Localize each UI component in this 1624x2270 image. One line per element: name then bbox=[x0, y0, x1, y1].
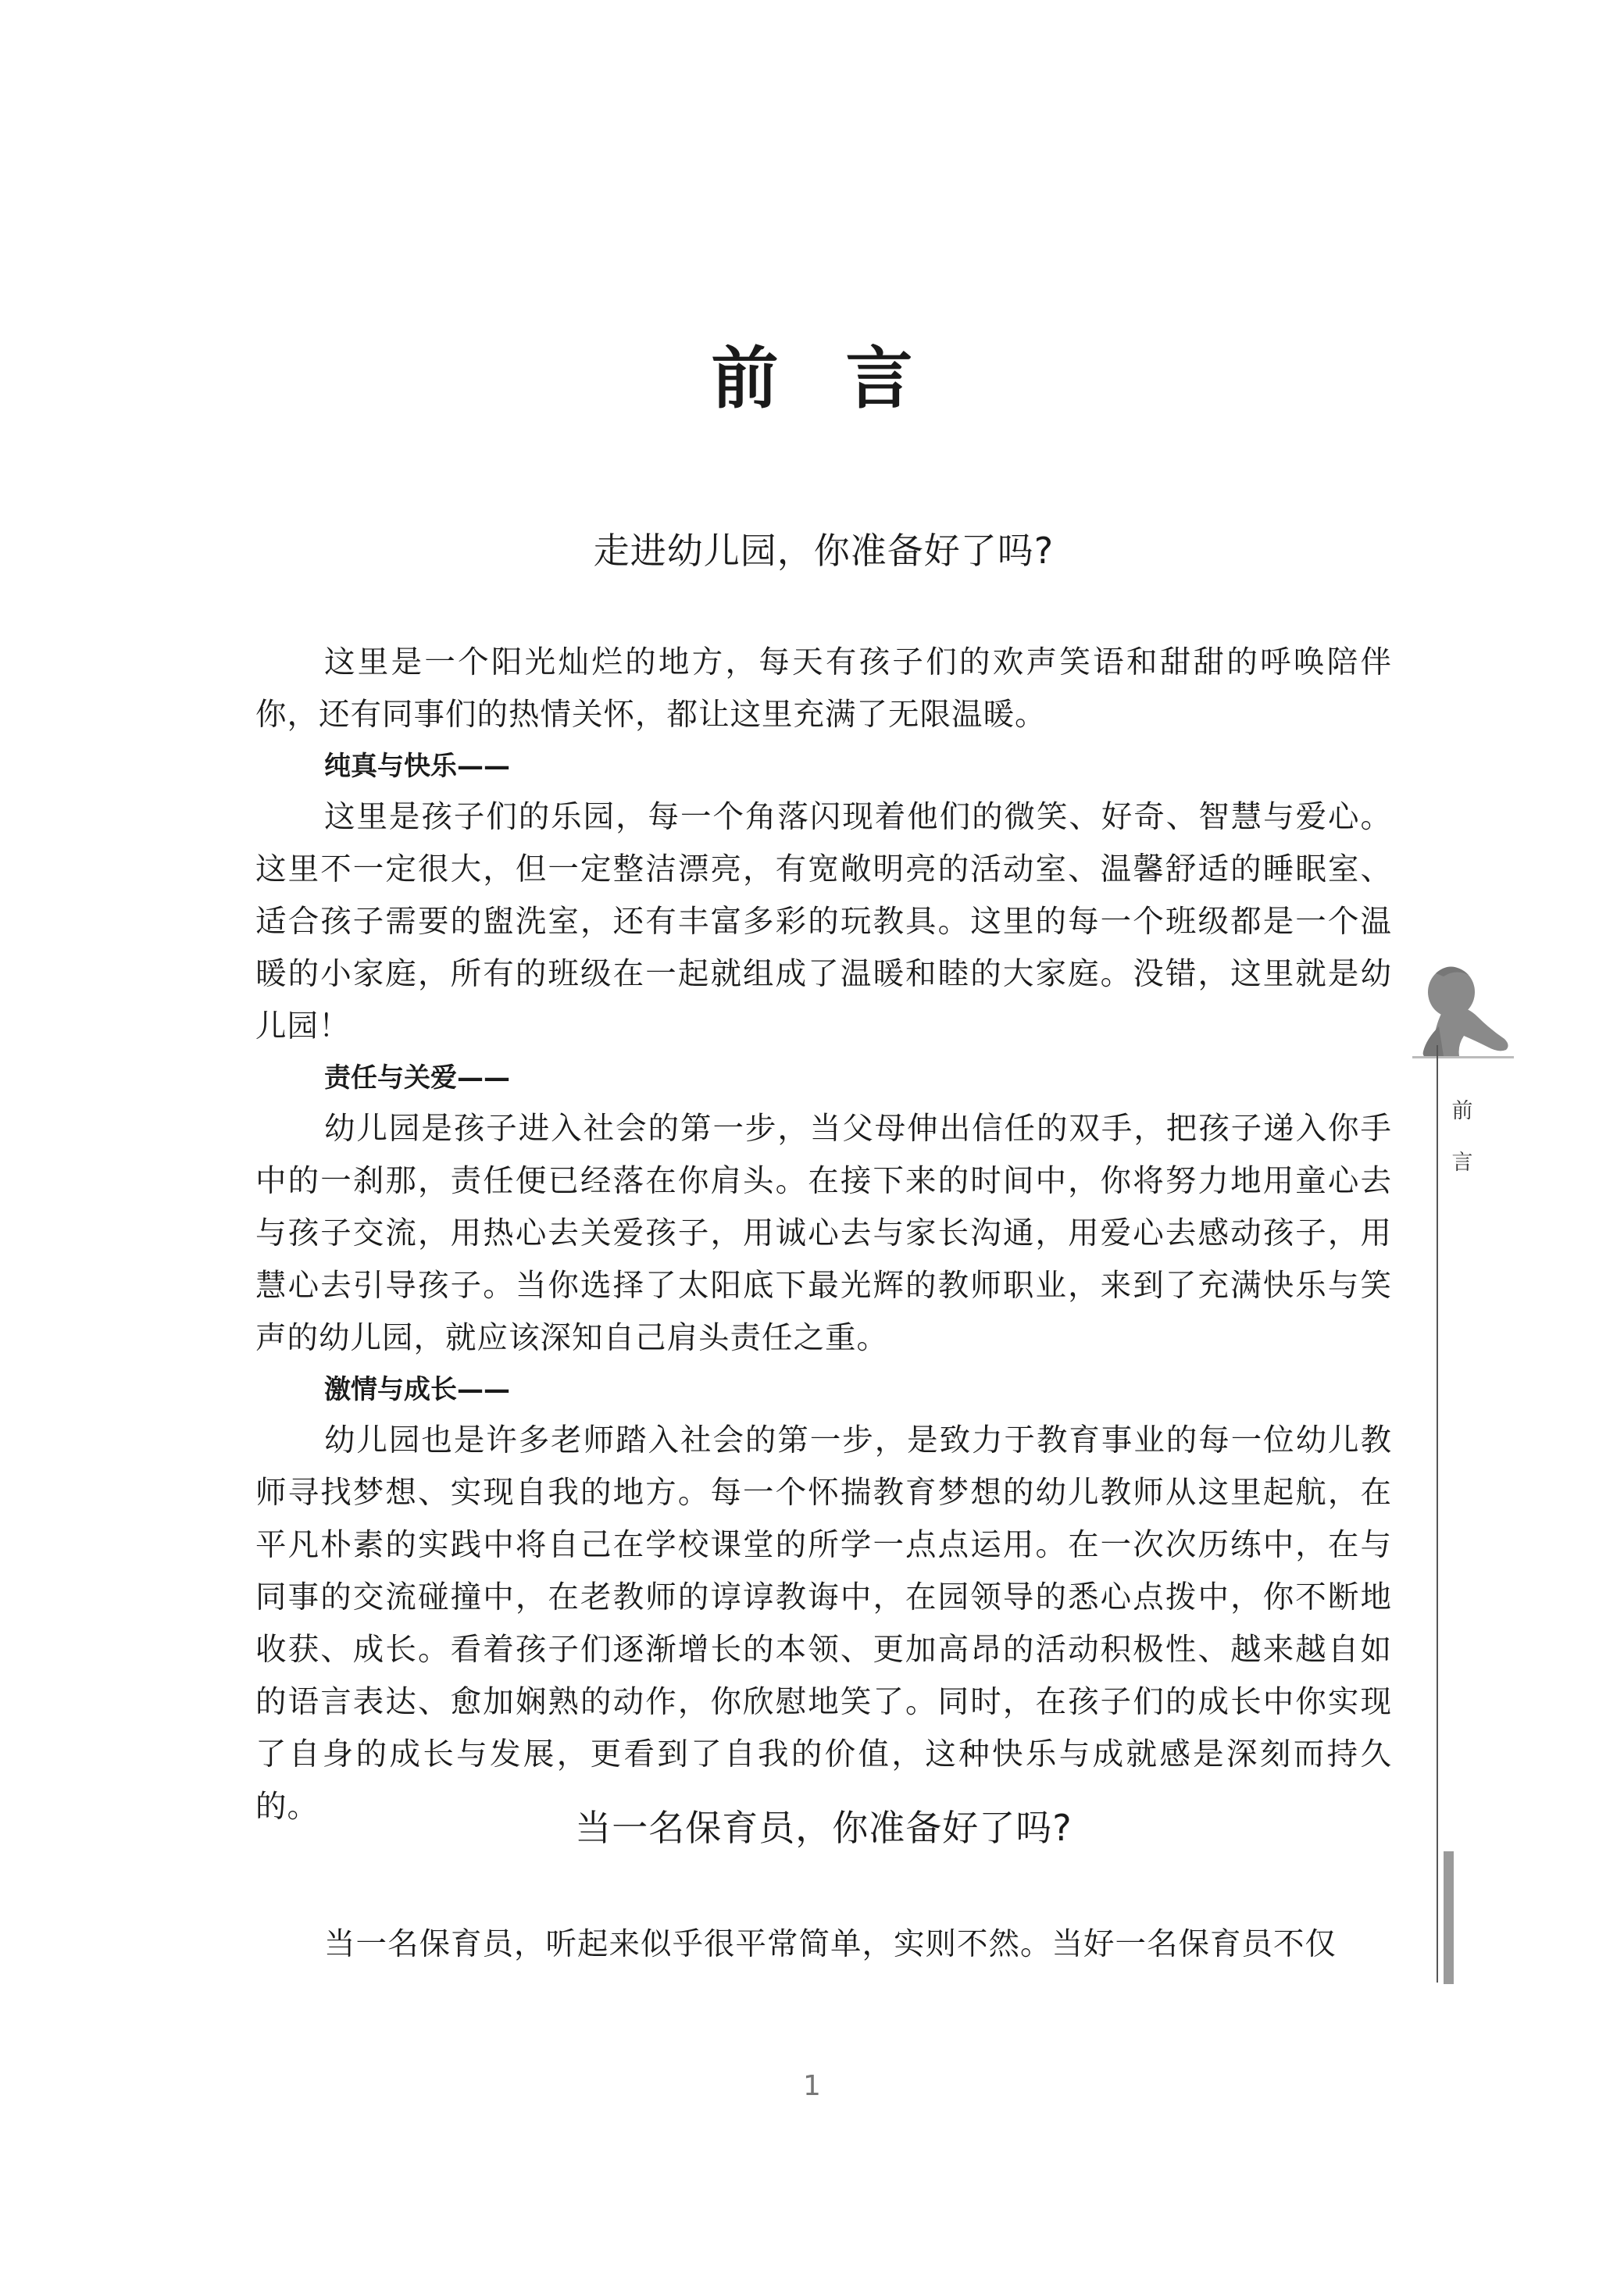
section-1-heading: 走进幼儿园，你准备好了吗? bbox=[593, 530, 1055, 572]
side-thick-bar bbox=[1444, 1851, 1454, 1984]
section-2 bbox=[255, 1804, 1392, 1971]
subhead-innocence-joy: 纯真与快乐—— bbox=[324, 751, 510, 782]
side-chapter-label bbox=[1447, 1086, 1478, 1189]
crawling-baby-icon bbox=[1412, 961, 1514, 1058]
subhead-passion-growth: 激情与成长—— bbox=[324, 1374, 510, 1405]
page-number: 1 bbox=[803, 2070, 821, 2102]
side-divider-line bbox=[1437, 1045, 1438, 1983]
side-chapter-char-2: 言 bbox=[1451, 1151, 1473, 1175]
section-1-intro: 这里是一个阳光灿烂的地方，每天有孩子们的欢声笑语和甜甜的呼唤陪伴你，还有同事们的热情关怀，都让这里充满了无限温暖。 bbox=[255, 644, 1392, 733]
paragraph-passion-growth: 幼儿园也是许多老师踏入社会的第一步，是致力于教育事业的每一位幼儿教师寻找梦想、实现自我的地方。每一个怀揣教育梦想的幼儿教师从这里起航，在平凡朴素的实践中将自己在学校课堂的所学一点点运用。在一次次历练中，在与同事的交流碰撞中，在老教师的谆谆教诲中，在园领导的悉心点拨中，你不断地收获、成长。看着孩子们逐渐增长的本领、更加高昂的活动积极性、越来越自如的语言表达、愈加娴熟的动作，你欣慰地笑了。同时，在孩子们的成长中你实现了自身的成长与发展，更看到了自我的价值，这种快乐与成就感是深刻而持久的。 bbox=[255, 1422, 1392, 1825]
paragraph-responsibility-care: 幼儿园是孩子进入社会的第一步，当父母伸出信任的双手，把孩子递入你手中的一刹那，责任便已经落在你肩头。在接下来的时间中，你将努力地用童心去与孩子交流，用热心去关爱孩子，用诚心去与家长沟通，用爱心去感动孩子，用慧心去引导孩子。当你选择了太阳底下最光辉的教师职业，来到了充满快乐与笑声的幼儿园，就应该深知自己肩头责任之重。 bbox=[255, 1111, 1392, 1356]
section-1 bbox=[255, 527, 1392, 1833]
subhead-responsibility-care: 责任与关爱—— bbox=[324, 1062, 510, 1094]
side-chapter-char-1: 前 bbox=[1451, 1099, 1473, 1123]
page-title: 前言 bbox=[711, 339, 980, 418]
section-2-intro: 当一名保育员，听起来似乎很平常简单，实则不然。当好一名保育员不仅 bbox=[324, 1926, 1337, 1962]
paragraph-innocence-joy: 这里是孩子们的乐园，每一个角落闪现着他们的微笑、好奇、智慧与爱心。这里不一定很大，但一定整洁漂亮，有宽敞明亮的活动室、温馨舒适的睡眠室、适合孩子需要的盥洗室，还有丰富多彩的玩教具。这里的每一个班级都是一个温暖的小家庭，所有的班级在一起就组成了温暖和睦的大家庭。没错，这里就是幼儿园！ bbox=[255, 799, 1392, 1044]
section-2-heading: 当一名保育员，你准备好了吗? bbox=[575, 1807, 1073, 1849]
